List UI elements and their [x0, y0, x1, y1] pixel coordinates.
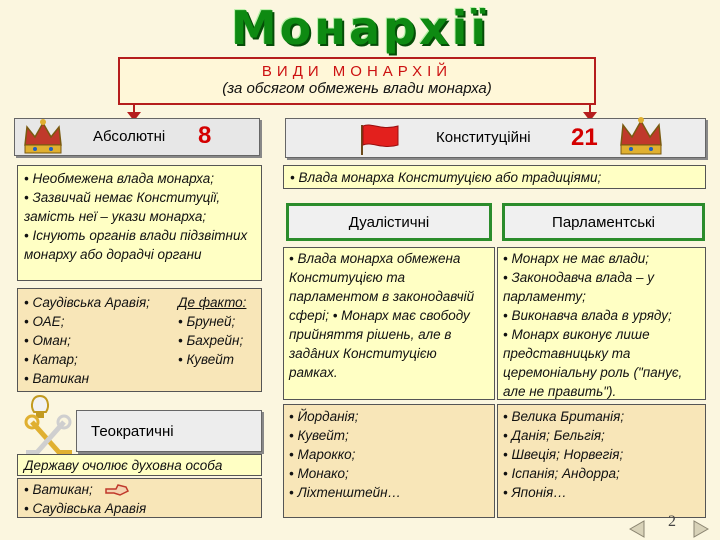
country-item: • Кувейт	[178, 352, 235, 367]
crown-icon	[616, 115, 666, 161]
country-item: • Монако;	[289, 466, 349, 481]
parliamentary-feature-2: • Законодавча влада – у парламенту;	[503, 270, 655, 304]
theocratic-label: Теократичні	[91, 423, 174, 440]
absolute-label: Абсолютні	[93, 128, 166, 145]
country-item: • Саудівська Аравія;	[24, 295, 150, 310]
absolute-count: 8	[198, 122, 212, 149]
country-item: • Японія…	[503, 485, 567, 500]
country-item: • Йорданія;	[289, 409, 359, 424]
parliamentary-label: Парламентські	[552, 214, 655, 231]
page-title: Монархії	[230, 1, 490, 55]
theocratic-description-panel	[17, 454, 262, 476]
country-item: • Бруней;	[178, 314, 236, 329]
absolute-countries-right	[178, 293, 246, 369]
country-item: • Ватикан	[24, 371, 90, 386]
absolute-feature-3: • Існують органів влади підзвітних монарху або дорадчі органи	[24, 228, 248, 262]
country-item: • Велика Британія;	[503, 409, 625, 424]
country-item: • ОАЕ;	[24, 314, 65, 329]
dualistic-features-panel	[283, 247, 495, 400]
parliamentary-header[interactable]	[502, 203, 705, 241]
absolute-header[interactable]	[14, 118, 260, 156]
constitutional-header[interactable]	[285, 118, 706, 158]
absolute-feature-2: • Зазвичай немає Конституції, замість неї – укази монарха;	[24, 190, 221, 224]
country-item: • Данія; Бельгія;	[503, 428, 605, 443]
crown-icon	[21, 117, 65, 159]
example-item: • Саудівська Аравія	[24, 501, 147, 516]
next-page-icon[interactable]	[690, 519, 712, 539]
country-item: • Швеція; Норвегія;	[503, 447, 624, 462]
dualistic-countries-panel	[283, 404, 495, 518]
parliamentary-feature-4: • Монарх виконує лише представницьку та церемоніальну роль ("панує, але не править").	[503, 327, 683, 399]
absolute-feature-1: • Необмежена влада монарха;	[24, 171, 214, 186]
country-item: • Ліхтенштейн…	[289, 485, 402, 500]
types-heading: ВИДИ МОНАРХІЙ	[261, 63, 453, 80]
parliamentary-features-panel	[497, 247, 706, 400]
page-number: 2	[668, 513, 676, 530]
constitutional-feature: • Влада монарха Конституцією або традиціями;	[290, 170, 602, 185]
prev-page-icon[interactable]	[626, 519, 648, 539]
dualistic-features: • Влада монарха обмежена Конституцією та парламентом в законодавчій сфері; • Монарх має свободу прийняття рішень, але в задâних Конституцією рамках.	[289, 251, 475, 380]
absolute-countries-left	[24, 293, 150, 388]
theocratic-examples-panel	[17, 478, 262, 518]
constitutional-count: 21	[571, 124, 598, 151]
example-item: • Ватикан;	[24, 482, 93, 497]
papal-keys-icon	[22, 392, 78, 462]
pointing-hand-icon	[104, 481, 130, 497]
de-facto-label: Де факто:	[178, 295, 247, 310]
constitutional-feature-panel	[283, 165, 706, 189]
country-item: • Катар;	[24, 352, 78, 367]
country-item: • Бахрейн;	[178, 333, 244, 348]
constitutional-label: Конституційні	[436, 129, 531, 146]
country-item: • Марокко;	[289, 447, 356, 462]
parliamentary-feature-1: • Монарх не має влади;	[503, 251, 650, 266]
theocratic-header[interactable]	[76, 410, 262, 452]
dualistic-label: Дуалістичні	[348, 214, 430, 231]
parliamentary-feature-3: • Виконавча влада в уряду;	[503, 308, 672, 323]
absolute-countries-panel	[17, 288, 262, 392]
country-item: • Кувейт;	[289, 428, 349, 443]
country-item: • Іспанія; Андорра;	[503, 466, 620, 481]
country-item: • Оман;	[24, 333, 71, 348]
parliamentary-countries-panel	[497, 404, 706, 518]
types-subheading: (за обсягом обмежень влади монарха)	[222, 80, 492, 97]
absolute-features-panel	[17, 165, 262, 281]
types-header-box	[118, 57, 596, 105]
dualistic-header[interactable]	[286, 203, 492, 241]
theocratic-description: Державу очолює духовна особа	[24, 458, 223, 473]
red-flag-icon	[358, 121, 402, 157]
